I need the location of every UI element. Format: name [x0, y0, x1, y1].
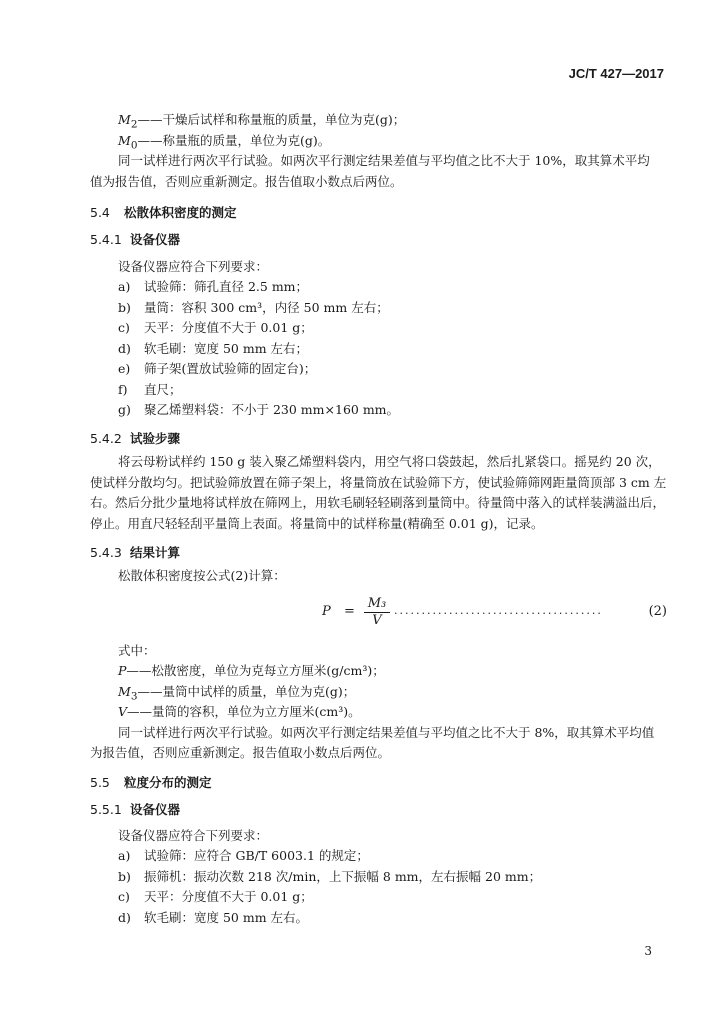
paragraph-line: 停止。用直尺轻轻刮平量筒上表面。将量筒中的试样称量(精确至 0.01 g)，记录。 — [90, 516, 544, 531]
list-item: f) 直尺； — [118, 382, 182, 397]
section-heading-5-5: 5.5 粒度分布的测定 — [90, 775, 212, 790]
list-item: g) 聚乙烯塑料袋：不小于 230 mm×160 mm。 — [118, 402, 400, 417]
subsection-heading-5-5-1: 5.5.1 设备仪器 — [90, 802, 181, 817]
formula-numerator: M₃ — [364, 596, 390, 613]
list-item: b) 量筒：容积 300 cm³，内径 50 mm 左右； — [118, 300, 389, 315]
subsection-heading-5-4-1: 5.4.1 设备仪器 — [90, 232, 181, 247]
paragraph-line: 使试样分散均匀。把试验筛放置在筛子架上，将量筒放在试验筛下方，使试验筛筛网距量筒顶部 3 cm 左 — [90, 475, 667, 490]
def-p: P——松散密度，单位为克每立方厘米(g/cm³)； — [118, 663, 385, 678]
def-v: V——量筒的容积，单位为立方厘米(cm³)。 — [118, 704, 361, 719]
list-item: c) 天平：分度值不大于 0.01 g； — [118, 320, 313, 335]
calc-intro: 松散体积密度按公式(2)计算： — [118, 568, 286, 583]
def-m2: $M_2——$干燥后试样和称量瓶的质量，单位为克(g)； — [118, 112, 406, 131]
list-item: d) 软毛刷：宽度 50 mm 左右。 — [118, 910, 309, 925]
formula-fraction — [364, 596, 390, 629]
def-m3: $M_3——$量筒中试样的质量，单位为克(g)； — [118, 684, 356, 703]
paragraph-line: 值为报告值，否则应重新测定。报告值取小数点后两位。 — [90, 174, 403, 189]
formula-leader-dots: ...................................... — [394, 604, 603, 617]
standard-code: JC/T 427—2017 — [568, 66, 664, 81]
formula-2 — [322, 596, 667, 630]
page-number: 3 — [644, 944, 652, 958]
formula-denominator: V — [372, 613, 382, 628]
formula-equals: = — [344, 604, 355, 619]
subsection-heading-5-4-2: 5.4.2 试验步骤 — [90, 431, 181, 446]
subsection-heading-5-4-3: 5.4.3 结果计算 — [90, 545, 181, 560]
list-item: a) 试验筛：筛孔直径 2.5 mm； — [118, 279, 309, 294]
equipment-intro: 设备仪器应符合下列要求： — [118, 828, 269, 843]
list-item: b) 振筛机：振动次数 218 次/min，上下振幅 8 mm，左右振幅 20 mm； — [118, 869, 542, 884]
formula-lhs: P — [322, 604, 331, 619]
list-item: e) 筛子架(置放试验筛的固定台)； — [118, 361, 317, 376]
def-m0: $M_0——$称量瓶的质量，单位为克(g)。 — [118, 133, 331, 152]
list-item: a) 试验筛：应符合 GB/T 6003.1 的规定； — [118, 848, 369, 863]
paragraph-line: 同一试样进行两次平行试验。如两次平行测定结果差值与平均值之比不大于 10%，取其算术平均 — [118, 153, 650, 168]
paragraph-line: 同一试样进行两次平行试验。如两次平行测定结果差值与平均值之比不大于 8%，取其算术平均值 — [118, 725, 655, 740]
paragraph-line: 为报告值，否则应重新测定。报告值取小数点后两位。 — [90, 745, 391, 760]
section-heading-5-4: 5.4 松散体积密度的测定 — [90, 205, 237, 220]
where-label: 式中： — [118, 643, 156, 658]
paragraph-line: 右。然后分批少量地将试样放在筛网上，用软毛刷轻轻刷落到量筒中。待量筒中落入的试样装满溢出后， — [90, 495, 666, 510]
formula-number: (2) — [648, 604, 667, 619]
list-item: c) 天平：分度值不大于 0.01 g； — [118, 889, 313, 904]
equipment-intro: 设备仪器应符合下列要求： — [118, 259, 269, 274]
list-item: d) 软毛刷：宽度 50 mm 左右； — [118, 341, 309, 356]
paragraph-line: 将云母粉试样约 150 g 装入聚乙烯塑料袋内，用空气将口袋鼓起，然后扎紧袋口。摇晃约 20 次， — [118, 454, 661, 469]
